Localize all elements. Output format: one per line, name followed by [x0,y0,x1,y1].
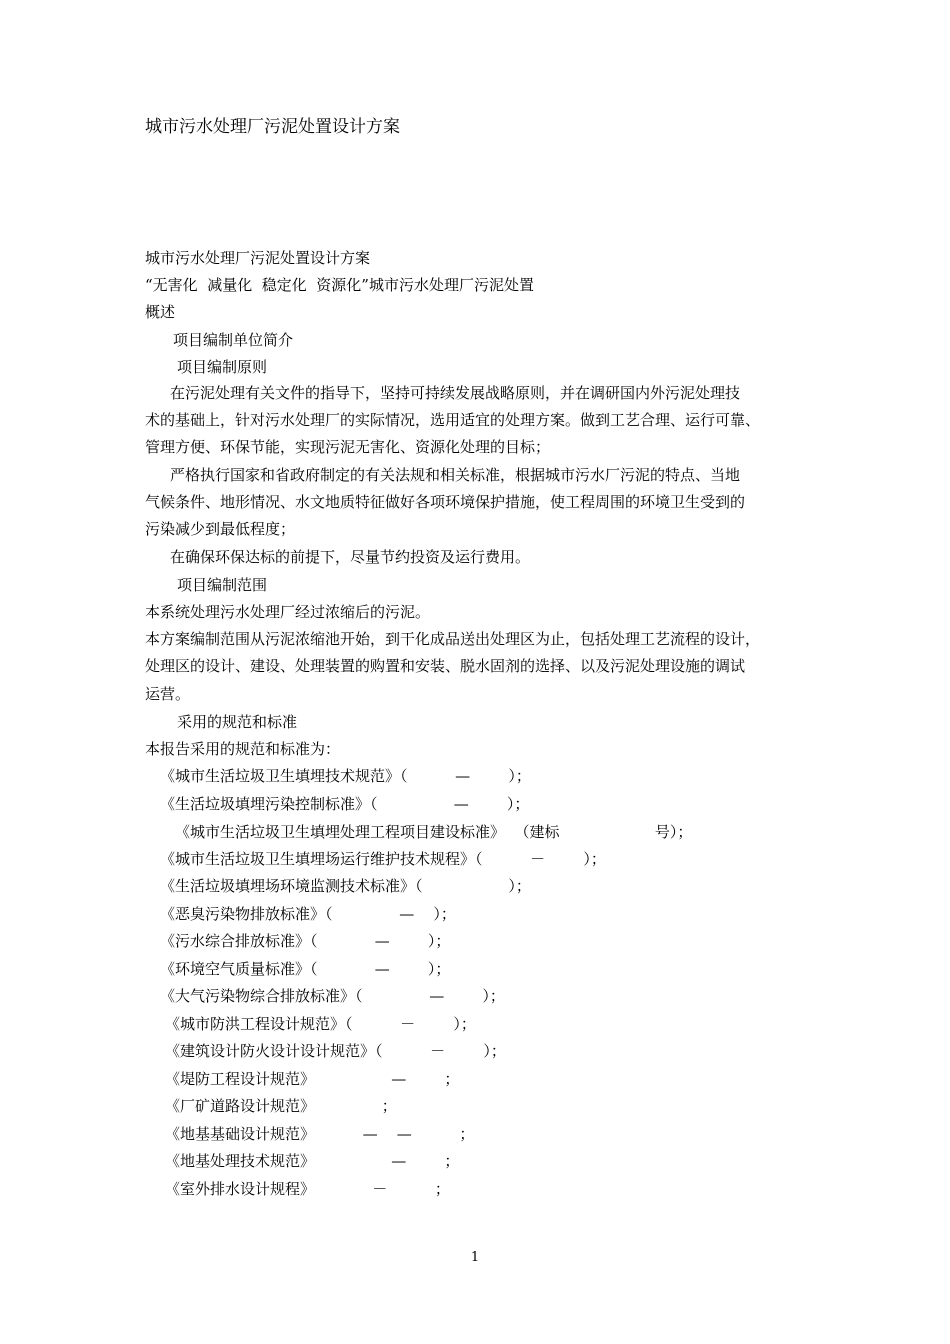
paragraph-line: 运营。 [145,685,191,703]
standard-item: 《大气污染物综合排放标准》（ — ）； [160,987,505,1005]
document-title: 城市污水处理厂污泥处置设计方案 [145,117,400,137]
paragraph-line: 术的基础上，针对污水处理厂的实际情况，选用适宜的处理方案。做到工艺合理、运行可靠、 [145,411,761,429]
paragraph-line: 在污泥处理有关文件的指导下，坚持可持续发展战略原则，并在调研国内外污泥处理技 [170,384,741,402]
standard-item: 《环境空气质量标准》（ — ）； [160,960,451,978]
overview-heading: 概述 [145,303,176,321]
paragraph-line: 本系统处理污水处理厂经过浓缩后的污泥。 [145,603,431,621]
section-heading-scope: 项目编制范围 [177,576,268,594]
standard-item: 《恶臭污染物排放标准》（ — ）； [160,905,456,923]
paragraph-line: 气候条件、地形情况、水文地质特征做好各项环境保护措施，使工程周围的环境卫生受到的 [145,493,746,511]
paragraph-line: 严格执行国家和省政府制定的有关法规和相关标准，根据城市污水厂污泥的特点、当地 [170,466,741,484]
standards-intro: 本报告采用的规范和标准为： [145,740,341,758]
paragraph-line: 本方案编制范围从污泥浓缩池开始，到干化成品送出处理区为止，包括处理工艺流程的设计， [145,630,761,648]
standard-item: 《地基处理技术规范》 — ； [165,1152,460,1170]
paragraph-line: 管理方便、环保节能，实现污泥无害化、资源化处理的目标； [145,438,551,456]
standard-item: 《建筑设计防火设计设计规范》（ － ）； [165,1042,506,1060]
paragraph-line: 污染减少到最低程度； [145,520,296,538]
paragraph-line: 在确保环保达标的前提下，尽量节约投资及运行费用。 [170,548,531,566]
standard-item: 《城市生活垃圾卫生填埋技术规范》（ — ）； [160,767,531,785]
document-subheading: “无害化 减量化 稳定化 资源化”城市污水处理厂污泥处置 [145,276,534,294]
section-heading-principles: 项目编制原则 [177,358,268,376]
standard-item: 《地基基础设计规范》 — — ； [165,1125,475,1143]
standard-item: 《污水综合排放标准》（ — ）； [160,932,451,950]
standard-item: 《生活垃圾填埋场环境监测技术标准》（ ）； [160,877,531,895]
paragraph-line: 处理区的设计、建设、处理装置的购置和安装、脱水固剂的选择、以及污泥处理设施的调试 [145,657,746,675]
standard-item: 《室外排水设计规程》 － ； [165,1180,450,1198]
section-heading-unit-intro: 项目编制单位简介 [173,331,294,349]
standard-item: 《城市防洪工程设计规范》（ － ）； [165,1015,476,1033]
standard-item: 《城市生活垃圾卫生填埋处理工程项目建设标准》 （建标 号）； [175,823,693,841]
standard-item: 《城市生活垃圾卫生填埋场运行维护技术规程》（ － ）； [160,850,606,868]
document-heading: 城市污水处理厂污泥处置设计方案 [145,249,371,267]
page-number: 1 [470,1250,480,1265]
section-heading-standards: 采用的规范和标准 [177,713,298,731]
standard-item: 《厂矿道路设计规范》 ； [165,1097,397,1115]
standard-item: 《堤防工程设计规范》 — ； [165,1070,460,1088]
standard-item: 《生活垃圾填埋污染控制标准》（ — ）； [160,795,530,813]
